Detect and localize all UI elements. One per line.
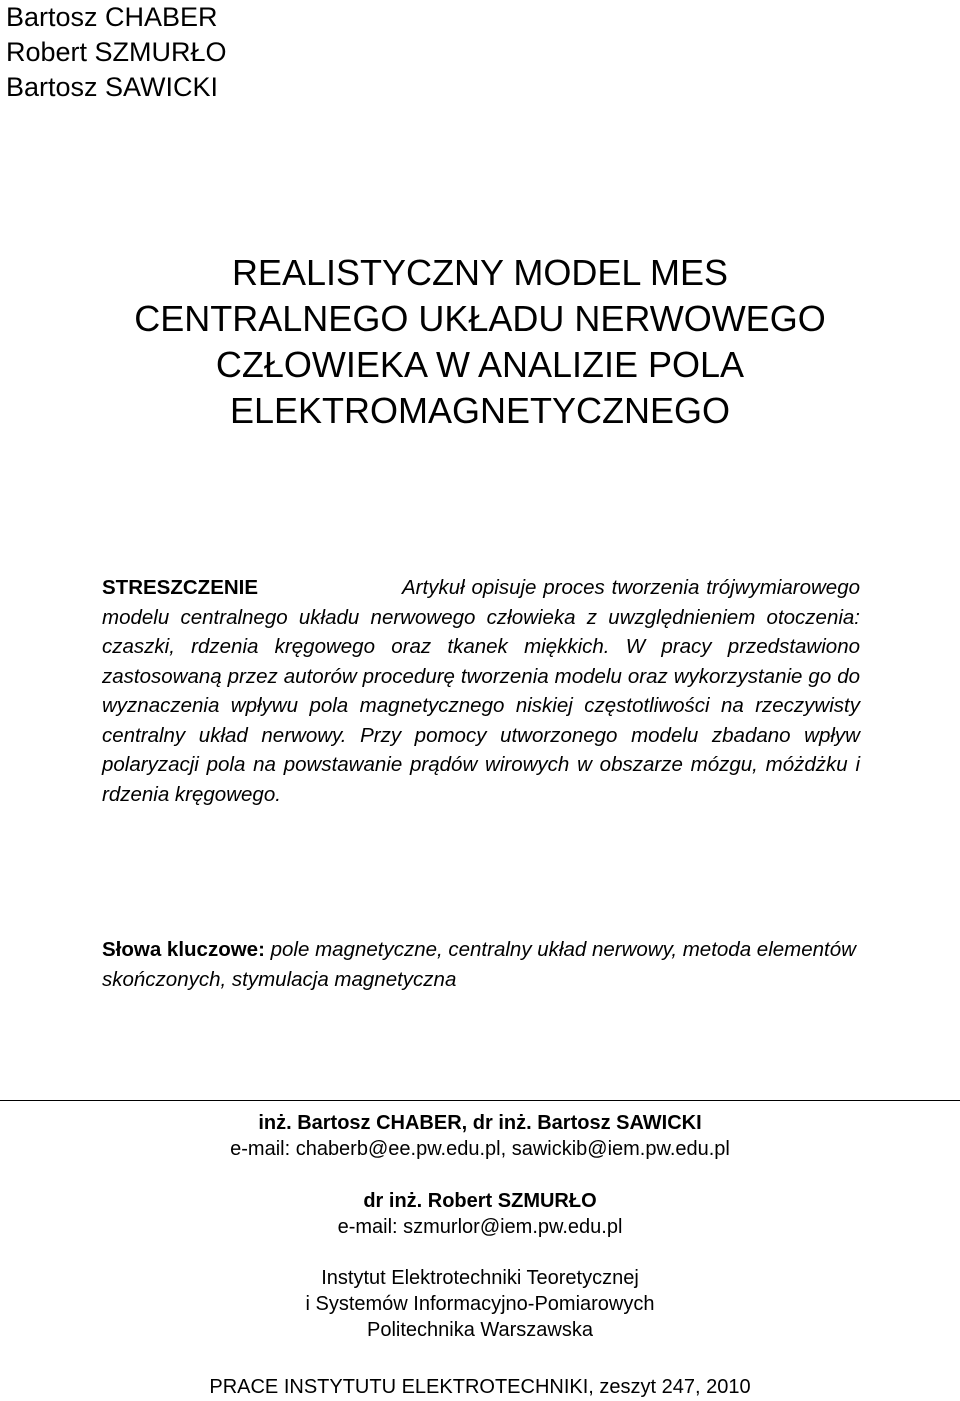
- author-name: Bartosz SAWICKI: [6, 72, 219, 102]
- abstract-label: STRESZCZENIE: [102, 576, 259, 599]
- title-line: CZŁOWIEKA W ANALIZIE POLA: [215, 344, 745, 385]
- author-list: [6, 0, 227, 105]
- institute-name: i Systemów Informacyjno-Pomiarowych: [305, 1293, 655, 1315]
- institute-name: Instytut Elektrotechniki Teoretycznej: [321, 1267, 639, 1289]
- university-name: Politechnika Warszawska: [366, 1319, 593, 1341]
- institution-block: [0, 1265, 960, 1343]
- abstract: [102, 573, 860, 809]
- journal-footer: PRACE INSTYTUTU ELEKTROTECHNIKI, zeszyt 247, 2010: [209, 1376, 751, 1398]
- affiliation-block-2: [0, 1188, 960, 1240]
- divider: [0, 1100, 960, 1101]
- author-names: dr inż. Robert SZMURŁO: [363, 1190, 597, 1212]
- keywords-label: Słowa kluczowe:: [102, 938, 265, 961]
- affiliation-block-1: [0, 1110, 960, 1162]
- abstract-text: Artykuł opisuje proces tworzenia trójwymiarowego modelu centralnego układu nerwowego człowieka z uwzględnieniem otoczenia: czaszki, rdzenia kręgowego oraz tkanek miękkich. W pracy przedstawiono zastosowaną przez autorów procedurę tworzenia modelu oraz wykorzystanie go do wyznaczenia wpływu pola magnetycznego niskiej częstotliwości na rzeczywisty centralny układ nerwowy. Przy pomocy utworzonego modelu zbadano wpływ polaryzacji pola na powstawanie prądów wirowych w obszarze mózgu, móżdżku i rdzenia kręgowego.: [102, 576, 860, 806]
- author-email: e-mail: chaberb@ee.pw.edu.pl, sawickib@iem.pw.edu.pl: [230, 1138, 730, 1160]
- paper-title: [60, 250, 900, 434]
- author-names: inż. Bartosz CHABER, dr inż. Bartosz SAWICKI: [258, 1112, 702, 1134]
- title-line: ELEKTROMAGNETYCZNEGO: [229, 390, 731, 431]
- author-name: Bartosz CHABER: [6, 2, 218, 32]
- title-line: REALISTYCZNY MODEL MES: [231, 252, 729, 293]
- author-email: e-mail: szmurlor@iem.pw.edu.pl: [337, 1216, 623, 1238]
- keywords-text: pole magnetyczne, centralny układ nerwowy, metoda elementów skończonych, stymulacja magnetyczna: [102, 938, 856, 991]
- title-line: CENTRALNEGO UKŁADU NERWOWEGO: [134, 298, 826, 339]
- author-name: Robert SZMURŁO: [6, 37, 227, 67]
- keywords: [102, 935, 862, 994]
